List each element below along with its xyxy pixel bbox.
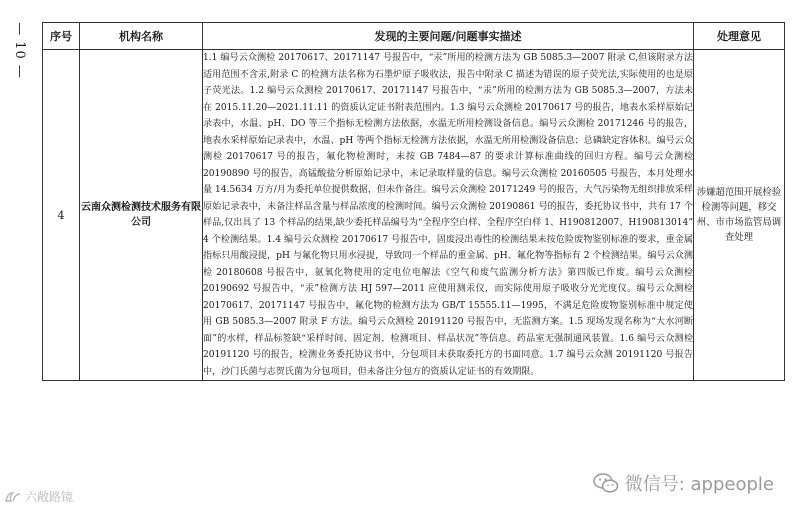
row-org-name: 云南众测检测技术服务有限公司 xyxy=(80,50,203,381)
page-number-vertical xyxy=(6,10,32,90)
row-issues-cell xyxy=(203,50,694,381)
table-row xyxy=(43,50,785,381)
row-issues-text: 1.1 编号云众测检 20170617、20171147 号报告中，“汞”所用的检测方法为 GB 5085.3—2007 附录 C,但该附录方法适用范围不含汞,附录 C 的检测方法名称为石墨炉原子吸收法，报告中附录 C 描述为错误的原子荧光法,实际使用的也是原子荧光法。1.2 编号云众测检 20170617、20171147 号报告中，“汞”所用的检测方法为 GB 5085.3—2007，方法未在 2015.11.20—2021.11.11 的资质认定证书附表范围内。1.3 编号云众测检 20170617 号的报告，地表水采样原始记录表中，水温、pH、DO 等三个指标无检测方法依据，水温无所用检测设备信息。编号云众测检 20171246 号的报告，地表水采样原始记录表中，水温、pH 等两个指标无检测方法依据，水温无所用检测设备信息；总磷缺定容体积。编号云众测检 20170617 号的报告，氟化物检测时，未按 GB 7484—87 的要求计算标准曲线的回归方程。编号云众测检 20190890 号的报告，高锰酸盐分析原始记录中，未记录取样量的信息。编号云众测检 20160505 号报告，本月处理水量 14.5634 万方/月为委托单位提供数据，但未作备注。编号云众测检 20171249 号的报告，大气污染物无组织排放采样原始记录表中，未备注样品含量与样品浓度的检测时间。编号云众测检 20190861 号的报告，委托协议书中，共有 17 个样品,仅出具了 13 个样品的结果,缺少委托样品编号为“全程序空白样、全程序空白样 1、H190812007、H190813014” 4 个检测结果。1.4 编号云众测检 20170617 号报告中，固废浸出毒性的检测结果未按危险废物鉴别标准的要求，重金属指标只用酸浸提，pH 与氟化物只用水浸提，导致同一个样品的重金属、pH、氟化物等指标有 2 个检测结果。编号云众测检 20180608 号报告中，氨氧化物使用的定电位电解法《空气和废气监测分析方法》第四版已作废。编号云众测检 20190692 号报告中，“汞”检测方法 HJ 597—2011 应使用测汞仪，而实际使用原子吸收分光光度仪。编号云众测检 20170617、20171147 号报告中，氟化物的检测方法为 GB/T 15555.11—1995，不满足危险废物鉴别标准中规定使用 GB 5085.3—2007 附录 F 方法。编号云众测检 20191120 号报告中，无监测方案。1.5 现场发现名称为“大水河断面”的水样，样品标签缺“采样时间、固定剂、检测项目、样品状况”等信息。药品室无强制通风装置。1.6 编号云众测检 20191120 号的报告，检测业务委托协议书中，分包项目未获取委托方的书面同意。1.7 编号云众测 20191120 号报告中，沙门氏菌与志贺氏菌为分包项目，但未备注分包方的资质认定证书的有效期限。 xyxy=(203,53,693,377)
header-issues: 发现的主要问题/问题事实描述 xyxy=(203,23,694,50)
watermark-left-text: 六敞路镜 xyxy=(25,490,74,504)
row-index: 4 xyxy=(43,50,80,381)
header-index: 序号 xyxy=(43,23,80,50)
header-org: 机构名称 xyxy=(80,23,203,50)
watermark-logo-icon xyxy=(4,490,22,504)
page-number-text: — 10 — xyxy=(11,21,27,79)
findings-table xyxy=(42,22,785,381)
watermark-right-text: 微信号: appeople xyxy=(624,474,774,495)
row-action: 涉嫌超范围开展检验检测等问题，移交州、市市场监管局调查处理 xyxy=(694,50,785,381)
header-action: 处理意见 xyxy=(694,23,785,50)
watermark-right xyxy=(593,470,774,496)
wechat-icon xyxy=(593,472,619,494)
watermark-left xyxy=(4,488,73,505)
table-header-row xyxy=(43,23,785,50)
